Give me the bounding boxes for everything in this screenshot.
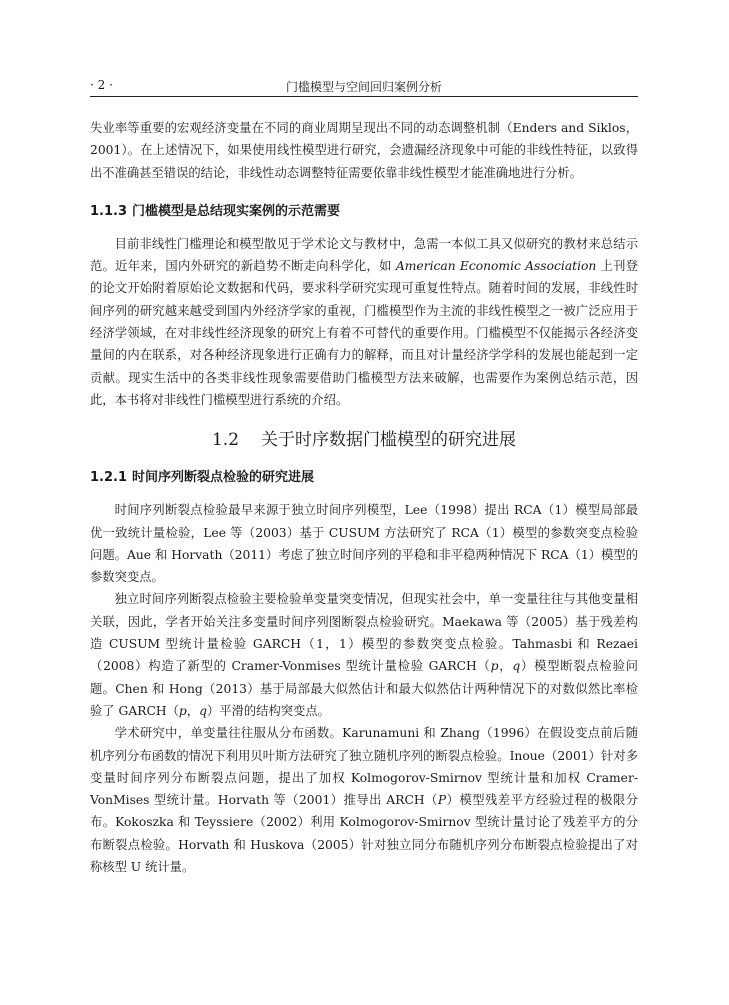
text-run: 失业率等重要的宏观经济变量在不同的商业周期呈现出不同的动态调整机制（Enders and Siklos，2001）。在上述情况下，如果使用线性模型进行研究，会遗漏经济现象中可能的非线性特征，以致得出不准确甚至错误的结论，非线性动态调整特征需要依靠非线性模型才能准确地进行分析。 bbox=[90, 121, 638, 180]
italic-text: q bbox=[199, 703, 207, 718]
heading-number: 1.2.1 bbox=[90, 470, 128, 486]
heading-title: 关于时序数据门槛模型的研究进展 bbox=[261, 430, 517, 451]
italic-text: p bbox=[178, 703, 187, 718]
text-run: 学术研究中，单变量往往服从分布函数。Karunamuni 和 Zhang（1996）在假设变点前后随机序列分布函数的情况下利用贝叶斯方法研究了独立随机序列的断裂点检验。Inoue（2001）针对多变量时间序列分布断裂点问题，提出了加权 Kolmogorov-Smirnov 型统计量和加权 Cramer-VonMises 型统计量。Horvath 等（2001）推导出 ARCH（ bbox=[90, 726, 638, 808]
body-paragraph bbox=[90, 722, 638, 878]
text-run: ）模型断裂点检验问题。Chen 和 Hong（2013）基于局部最大似然估计和最大似然估计两种情况下的对数似然比率检验了 GARCH（ bbox=[90, 659, 638, 718]
heading-title: 门槛模型是总结现实案例的示范需要 bbox=[132, 203, 341, 219]
text-run: 目前非线性门槛理论和模型散见于学术论文与教材中，急需一本似工具又似研究的教材来总结示范。近年来，国内外研究的新趋势不断走向科学化，如 bbox=[90, 236, 638, 274]
text-run: ）模型残差平方经验过程的极限分布。Kokoszka 和 Teyssiere（2002）利用 Kolmogorov-Smirnov 型统计量讨论了残差平方的分布断裂点检验。Horvath 和 Huskova（2005）针对独立同分布随机序列分布断裂点检验提出了对称核型 U 统计量。 bbox=[90, 793, 638, 875]
subsection-heading bbox=[90, 466, 638, 485]
text-run: ， bbox=[186, 703, 200, 718]
italic-text: p bbox=[490, 659, 499, 674]
running-title: 门槛模型与空间回归案例分析 bbox=[285, 80, 442, 94]
text-run: 独立时间序列断裂点检验主要检验单变量突变情况，但现实社会中，单一变量往往与其他变量相关联，因此，学者开始关注多变量时间序列图断裂点检验研究。Maekawa 等（2005）基于残差构造 CUSUM 型统计量检验 GARCH（1，1）模型的参数突变点检验。Tahmasbi 和 Rezaei（2008）构造了新型的 Cramer-Vonmises 型统计量检验 GARCH（ bbox=[90, 592, 638, 674]
body-paragraph bbox=[90, 233, 638, 411]
body-paragraph bbox=[90, 499, 638, 588]
heading-number: 1.1.3 bbox=[90, 203, 128, 219]
body-paragraph bbox=[90, 117, 638, 184]
text-run: ）平滑的结构突变点。 bbox=[206, 703, 330, 718]
page-header bbox=[90, 76, 638, 97]
text-run: 上刊登的论文开始附着原始论文数据和代码，要求科学研究实现可重复性特点。随着时间的发展，非线性时间序列的研究越来越受到国内外经济学家的重视，门槛模型作为主流的非线性模型之一被广泛应用于经济学领域，在对非线性经济现象的研究上有着不可替代的重要作用。门槛模型不仅能揭示各经济变量间的内在联系，对各种经济现象进行正确有力的解释，而且对计量经济学学科的发展也能起到一定贡献。现实生活中的各类非线性现象需要借助门槛模型方法来破解，也需要作为案例总结示范，因此，本书将对非线性门槛模型进行系统的介绍。 bbox=[90, 259, 638, 407]
text-run: 时间序列断裂点检验最早来源于独立时间序列模型，Lee（1998）提出 RCA（1）模型局部最优一致统计量检验，Lee 等（2003）基于 CUSUM 方法研究了 RCA（1）模型的参数突变点检验问题。Aue 和 Horvath（2011）考虑了独立时间序列的平稳和非平稳两种情况下 RCA（1）模型的参数突变点。 bbox=[90, 503, 638, 585]
italic-text: American Economic Association bbox=[395, 259, 597, 274]
subsection-heading bbox=[90, 200, 638, 219]
page-number: · 2 · bbox=[90, 78, 113, 92]
italic-text: P bbox=[437, 793, 447, 808]
heading-number: 1.2 bbox=[211, 430, 240, 451]
heading-title: 时间序列断裂点检验的研究进展 bbox=[132, 470, 315, 486]
body-paragraph bbox=[90, 588, 638, 722]
page-body bbox=[90, 117, 638, 878]
section-heading bbox=[90, 425, 638, 450]
italic-text: q bbox=[512, 659, 521, 674]
text-run: ， bbox=[498, 659, 513, 674]
